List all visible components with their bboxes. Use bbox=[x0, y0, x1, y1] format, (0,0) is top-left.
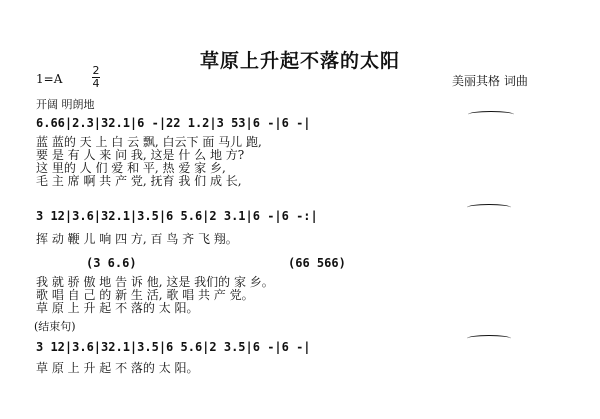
ending-label: (结束句) bbox=[34, 320, 76, 333]
time-bottom: 4 bbox=[92, 77, 100, 90]
key-label: 1=A bbox=[36, 72, 63, 86]
pickup-notes-left: (3 6.6) bbox=[86, 256, 137, 270]
time-signature bbox=[92, 66, 100, 89]
notation-line-4: 3 12|3.6|32.1|3.5|6 5.6|2 3.5|6 -|6 -| bbox=[36, 340, 311, 354]
lyrics-3-verse-2: 歌 唱 自 己 的 新 生 活, 歌 唱 共 产 党。 bbox=[36, 288, 254, 302]
lyrics-1-verse-3: 这 里的 人 们 爱 和 平, 热 爱 家 乡, bbox=[36, 161, 226, 175]
tempo-marking: 开阔 明朗地 bbox=[36, 98, 95, 111]
lyrics-2: 挥 动 鞭 儿 响 四 方, 百 鸟 齐 飞 翔。 bbox=[36, 232, 238, 246]
time-top: 2 bbox=[92, 64, 100, 77]
notation-line-1: 6.66|2.3|32.1|6 -|22 1.2|3 53|6 -|6 -| bbox=[36, 116, 311, 130]
lyrics-4: 草 原 上 升 起 不 落的 太 阳。 bbox=[36, 361, 199, 375]
song-title: 草原上升起不落的太阳 bbox=[200, 50, 401, 72]
notation-line-2: 3 12|3.6|32.1|3.5|6 5.6|2 3.1|6 -|6 -:| bbox=[36, 209, 318, 223]
slur-3 bbox=[467, 335, 511, 342]
credits: 美丽其格 词曲 bbox=[452, 74, 528, 88]
slur-2 bbox=[467, 204, 511, 211]
lyrics-1-verse-1: 蓝 蓝的 天 上 白 云 飘, 白云下 面 马儿 跑, bbox=[36, 135, 262, 149]
lyrics-1-verse-2: 要 是 有 人 来 问 我, 这是 什 么 地 方? bbox=[36, 148, 245, 162]
slur-1 bbox=[468, 111, 514, 118]
key-signature bbox=[36, 72, 62, 86]
lyrics-1-verse-4: 毛 主 席 啊 共 产 党, 抚育 我 们 成 长, bbox=[36, 174, 242, 188]
lyrics-3-verse-1: 我 就 骄 傲 地 告 诉 他, 这是 我们的 家 乡。 bbox=[36, 275, 274, 289]
lyrics-3-verse-3: 草 原 上 升 起 不 落的 太 阳。 bbox=[36, 301, 199, 315]
pickup-notes-right: (66 566) bbox=[288, 256, 346, 270]
